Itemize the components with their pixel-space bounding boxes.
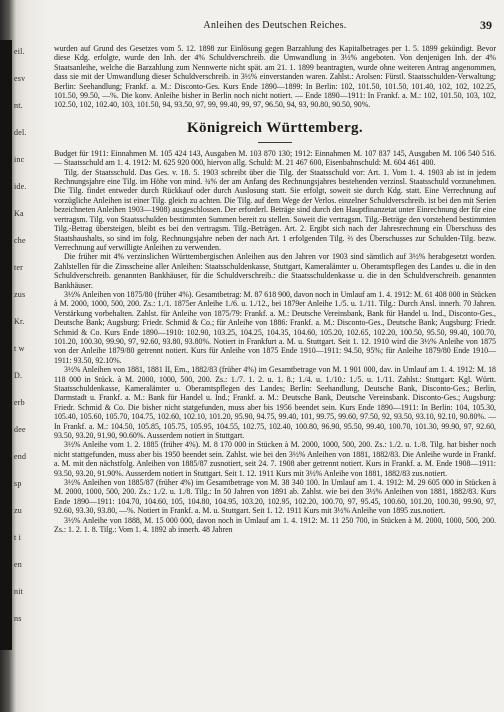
spine-fragment: che [14, 236, 26, 245]
book-page [54, 0, 496, 712]
spine-fragment: del. [14, 128, 27, 137]
body-paragraph: 3½% Anleihen von 1875/80 (früher 4%). Gesamtbetrag: M. 87 618 900, davon noch in Umlauf am 1. 4. 1912: M. 61 408 000 in Stücken à M. 2000, 1000, 500, 200. Zs.: 1./1. 1875er Anleihe 1./6. u. 1./12., bei 1879er Anleihe 1./5. u. 1./11. Tilg.: Durch Ansl. innerh. 70 Jahren. Verstärkung vorbehalten. Zahlst. für Anleihe von 1875/79: Frankf. a. M.: Deutsche Vereinsbank, Bank für Handel u. Ind., Disconto-Ges., Deutsche Bank; Augsburg: Friedr. Schmid & Co.; für Anleihe von 1886: Frankf. a. M.: Disconto-Ges., Deutsche Bank; Augsburg: Friedr. Schmid & Co. Kurs Ende 1890—1910: 102.90, 103.25, 104.25, 104.35, 104.60, 105.20, 102.65, 102.20, 100.50, 95.50, 99.40, 100.70, 101.20, 100.30, 99.90, 97, 92.60, 93.80, 93.80%. Notiert in Frankfurt a. M. u. Stuttgart. Seit 1. 12. 1910 wird die 3½% Anleihe von 1875 von der Anleihe 1879/80 getrennt notiert. Kurs für Anleihe von 1875 Ende 1910—1911: 94.50, 95%; für Anleihe 1879/80 Ende 1910—1911: 93.50, 92.10%. [54, 289, 496, 365]
page-header [54, 20, 496, 34]
body-paragraph: 3½% Anleihe von 1888, M. 15 000 000, davon noch in Umlauf am 1. 4. 1912: M. 11 250 700, in Stücken à M. 2000, 1000, 500, 200. Zs.: 1. 2. 1. 8. Tilg.: Vom 1. 4. 1892 ab innerh. 48 Jahren [54, 515, 496, 535]
body-paragraph: Die früher mit 4% verzinslichen Württembergischen Anleihen aus den Jahren vor 1903 sind sämtlich auf 3½% herabgesetzt worden. Zahlstellen für die Zinsscheine aller Anleihen: Staatsschuldenkasse, Stuttgart, Kameralämter u. Oberamtspflegen des Landes u. die in den Schuldverschreib. genannten Bankhäuser, für die Schuldverschreib.: die Staatsschuldenkasse u. die in den Schuldverschreib. genannten Bankhäuser. [54, 252, 496, 290]
spine-fragment: en [14, 560, 22, 569]
page-number: 39 [480, 18, 492, 32]
spine-fragment: erb [14, 398, 25, 407]
budget-paragraph: Budget für 1911: Einnahmen M. 105 424 143, Ausgaben M. 103 870 130; 1912: Einnahmen M. 107 837 145, Ausgaben M. 106 540 516. — Staatsschuld am 1. 4. 1912: M. 625 920 000, hiervon allg. Schuld: M. 21 467 600, Eisenbahnschuld: M. 604 461 400. [54, 148, 496, 168]
spine-fragment: zus [14, 290, 26, 299]
spine-fragment: Kr. [14, 317, 25, 326]
spine-fragment: ter [14, 263, 24, 272]
spine-fragment: ide. [14, 182, 27, 191]
body-paragraph: 3½% Anleihe vom 1. 2. 1885 (früher 4%). M. 8 170 000 in Stücken à M. 2000, 1000, 500, 200. Zs.: 1./2. u. 1./8. Tilg. hat bisher noch nicht stattgefunden, muss aber bis 1950 beendet sein. Zahlst. wie bei den 3½% Anleihen von 1881, 1882/83. Die Anleihe wurde in Frankf. a. M. mit den nächstfolg. Anleihen von 1885/87 zusnotiert, seit 24. 7. 1908 aber getrennt notiert. Kurs in Frankf. a. M. Ende 1908—1911: 93.50, 93.20, 91.90%. Ausserdem notiert in Stuttgart. Seit 1. 12. 1911 Kurs mit 3½% Anleihe von 1881, 1882/83 zus.notiert. [54, 440, 496, 478]
spine-fragment: t i [14, 533, 22, 542]
spine-fragment: end [14, 452, 27, 461]
spine-fragment: zu [14, 506, 22, 515]
spine-fragment: nt. [14, 101, 23, 110]
section-rule [258, 142, 292, 143]
spine-fragment: ns [14, 614, 22, 623]
spine-fragment: D. [14, 371, 23, 380]
spine-fragment: sp [14, 479, 22, 488]
spine-fragment: t w [14, 344, 25, 353]
binding-strip [0, 40, 12, 650]
body-paragraph: Tilg. der Staatsschuld. Das Ges. v. 18. 5. 1903 schreibt über die Tilg. der Staatsschuld vor: Art. 1. Vom 1. 4. 1903 ab ist in jedem Rechnungsjahre eine Tilg. im Höhe von mind. ¾% der am Anfang des Rechnungsjahres bestehenden verzinsl. Staatsschuld vorzunehmen. Die Tilg. findet entweder durch Rückkauf oder durch Auslosung statt. Sie erfolgt, soweit sie durch Kdg. statt. Eine Verrechnung auf vorzügliche Anleihen ist einer Tilg. gleich zu achten. Die Tilg. auf dem Wege der Verlos. einzelner Schuldverschreib. ist bei den mit Serien bezeichneten Anleihen 1903—1908) ausgeschlossen. Der erforderl. Beträge sind durch den Hauptfinanzetat unter Einrechnung der für eine vertragsm. Tilg. von Staatsschulden bestimmten Summen bereit zu stellen. Soweit die vertragsm. Tilg.-Beträge den vorstehend bestimmten Tilg.-Betrag übersteigen, bleibt es bei den vertragsm. Tilg.-Beträgen. Art. 2. Ergibt sich nach der Jahresrechnung ein Überschuss des Staatshaushalts, so sind im folg. Rechnungsjahre neben der nach Art. 1 erfolgenden Tilg. ⅔ des Überschusses zur Schulden-Tilg. bezw. Verrechnung auf verwilligte Anleihen zu verwenden. [54, 167, 496, 252]
intro-paragraph: wurden auf Grund des Gesetzes vom 5. 12. 1898 zur Einlösung gegen Barzahlung des Kapitalbetrages per 1. 5. 1899 gekündigt. Bevor diese Kdg. erfolgte, wurde den Inh. der 4% Schuldverschreib. die Umwandlung in 3½% angeboten. Von denjenigen Inh. der 4% Staatsanleihe, welche die Barzahlung zum Nennwerte nicht spät. am 21. 1. 1899 beantragten, wurde ohne weiteren Antrag angenommen, dass sie mit der Umwandlung dieser Schuldverschreib. in 3½% einverstanden waren. Zahlst.: Arolsen: Fürstl. Staatsschulden-Verwaltung; Berlin: Seehandlung; Frankf. a. M.: Disconto-Ges. Kurs Ende 1890—1899: In Berlin: 102, 101.50, 101.50, 101.40, 102, 102, 102.25, 101.50, 99.50, —%. Die konv. Anleihe bisher in Berlin noch nicht notiert. — Ende 1890—1911: In Frankf. a. M.: 102, 101.50, 103, 102, 102.50, 102, 102.40, 103, 101.50, 94, 93.50, 97, 99, 99.40, 99, 97, 96.50, 94, 93, 90.80, 90.50, 90%. [54, 44, 496, 110]
section-title: Königreich Württemberg. [186, 119, 364, 136]
spine-fragment: dee [14, 425, 26, 434]
spine-fragment: inc [14, 155, 25, 164]
running-title: Anleihen des Deutschen Reiches. [203, 20, 347, 31]
spine-fragment: esv [14, 74, 26, 83]
page-body [54, 44, 496, 535]
body-paragraph: 3½% Anleihen von 1885/87 (früher 4%) im Gesamtbetrage von M. 38 340 100. In Umlauf am 1. 4. 1912: M. 29 605 000 in Stücken à M. 2000, 1000, 500, 200. Zs.: 1./2. u. 1./8. Tilg.: In 50 Jahren von 1891 ab. Zahlst. wie bei den 3½% Anleihen von 1881, 1882/83. Kurs Ende 1890—1911: 104.70, 104.60, 105, 104.80, 104.95, 103.20, 102.95, 102.20, 100.70, 97, 95.45, 100.60, 101.20, 100.30, 99.90, 97, 92.60, 93.30, 93.80, —%. Notiert in Frankf. a. M. u. Stuttgart. Seit 1. 12. 1911 Kurs mit 3½% Anleihe von 1895 zus.notiert. [54, 478, 496, 516]
spine-fragment: nit [14, 587, 24, 596]
body-paragraph: 3½% Anleihen von 1881, 1881 II, Em., 1882/83 (früher 4%) im Gesamtbetrage von M. 1 901 000, dav. in Umlauf am 1. 4. 1912: M. 18 118 000 in Stück. à M. 2000, 1000, 500, 200. Zs.: 1./7. 1. 2. u. 1. 8.; 1./4. u. 1./10.: 1./5. u. 1./11. Zahlst.: Stuttgart: Kgl. Württ. Staatsschuldenkasse, Kameralämter u. Oberamtspflegen des Landes; Berlin: Seehandlung, Deutsche Bank, Disconto-Ges.; Berlin, Darmstadt u. Frankf. a. M.: Bank für Handel u. Ind.; Frankf. a. M.: Deutsche Bank, Deutsche Vereinsbank. Disconto-Ges.; Augsburg: Friedr. Schmid & Co. Die bisher nicht statgefunden, muss aber bis 1956 beendet sein. Kurs Ende 1890—1911: In Berlin: 104, 105.30, 105.40, 105.60, 105.70, 104.75, 102.60, 102.10, 101.20, 95.90, 94.75, 99.40, 101, 99.75, 99.60, 97.50, 92, 93.50, 93.10, 92.10, 90.80%. — In Frankf. a. M.: 104.50, 105.85, 105.75, 105.95, 104.55, 102.75, 102.40, 100.80, 96.90, 95.50, 99.40, 100.70, 101.30, 99.90, 97, 92.60, 93.50, 93.20, 91.90, 90.60%. Ausserdem notiert in Stuttgart. [54, 365, 496, 441]
spine-fragment: eil. [14, 47, 25, 56]
spine-fragment: Ka [14, 209, 24, 218]
